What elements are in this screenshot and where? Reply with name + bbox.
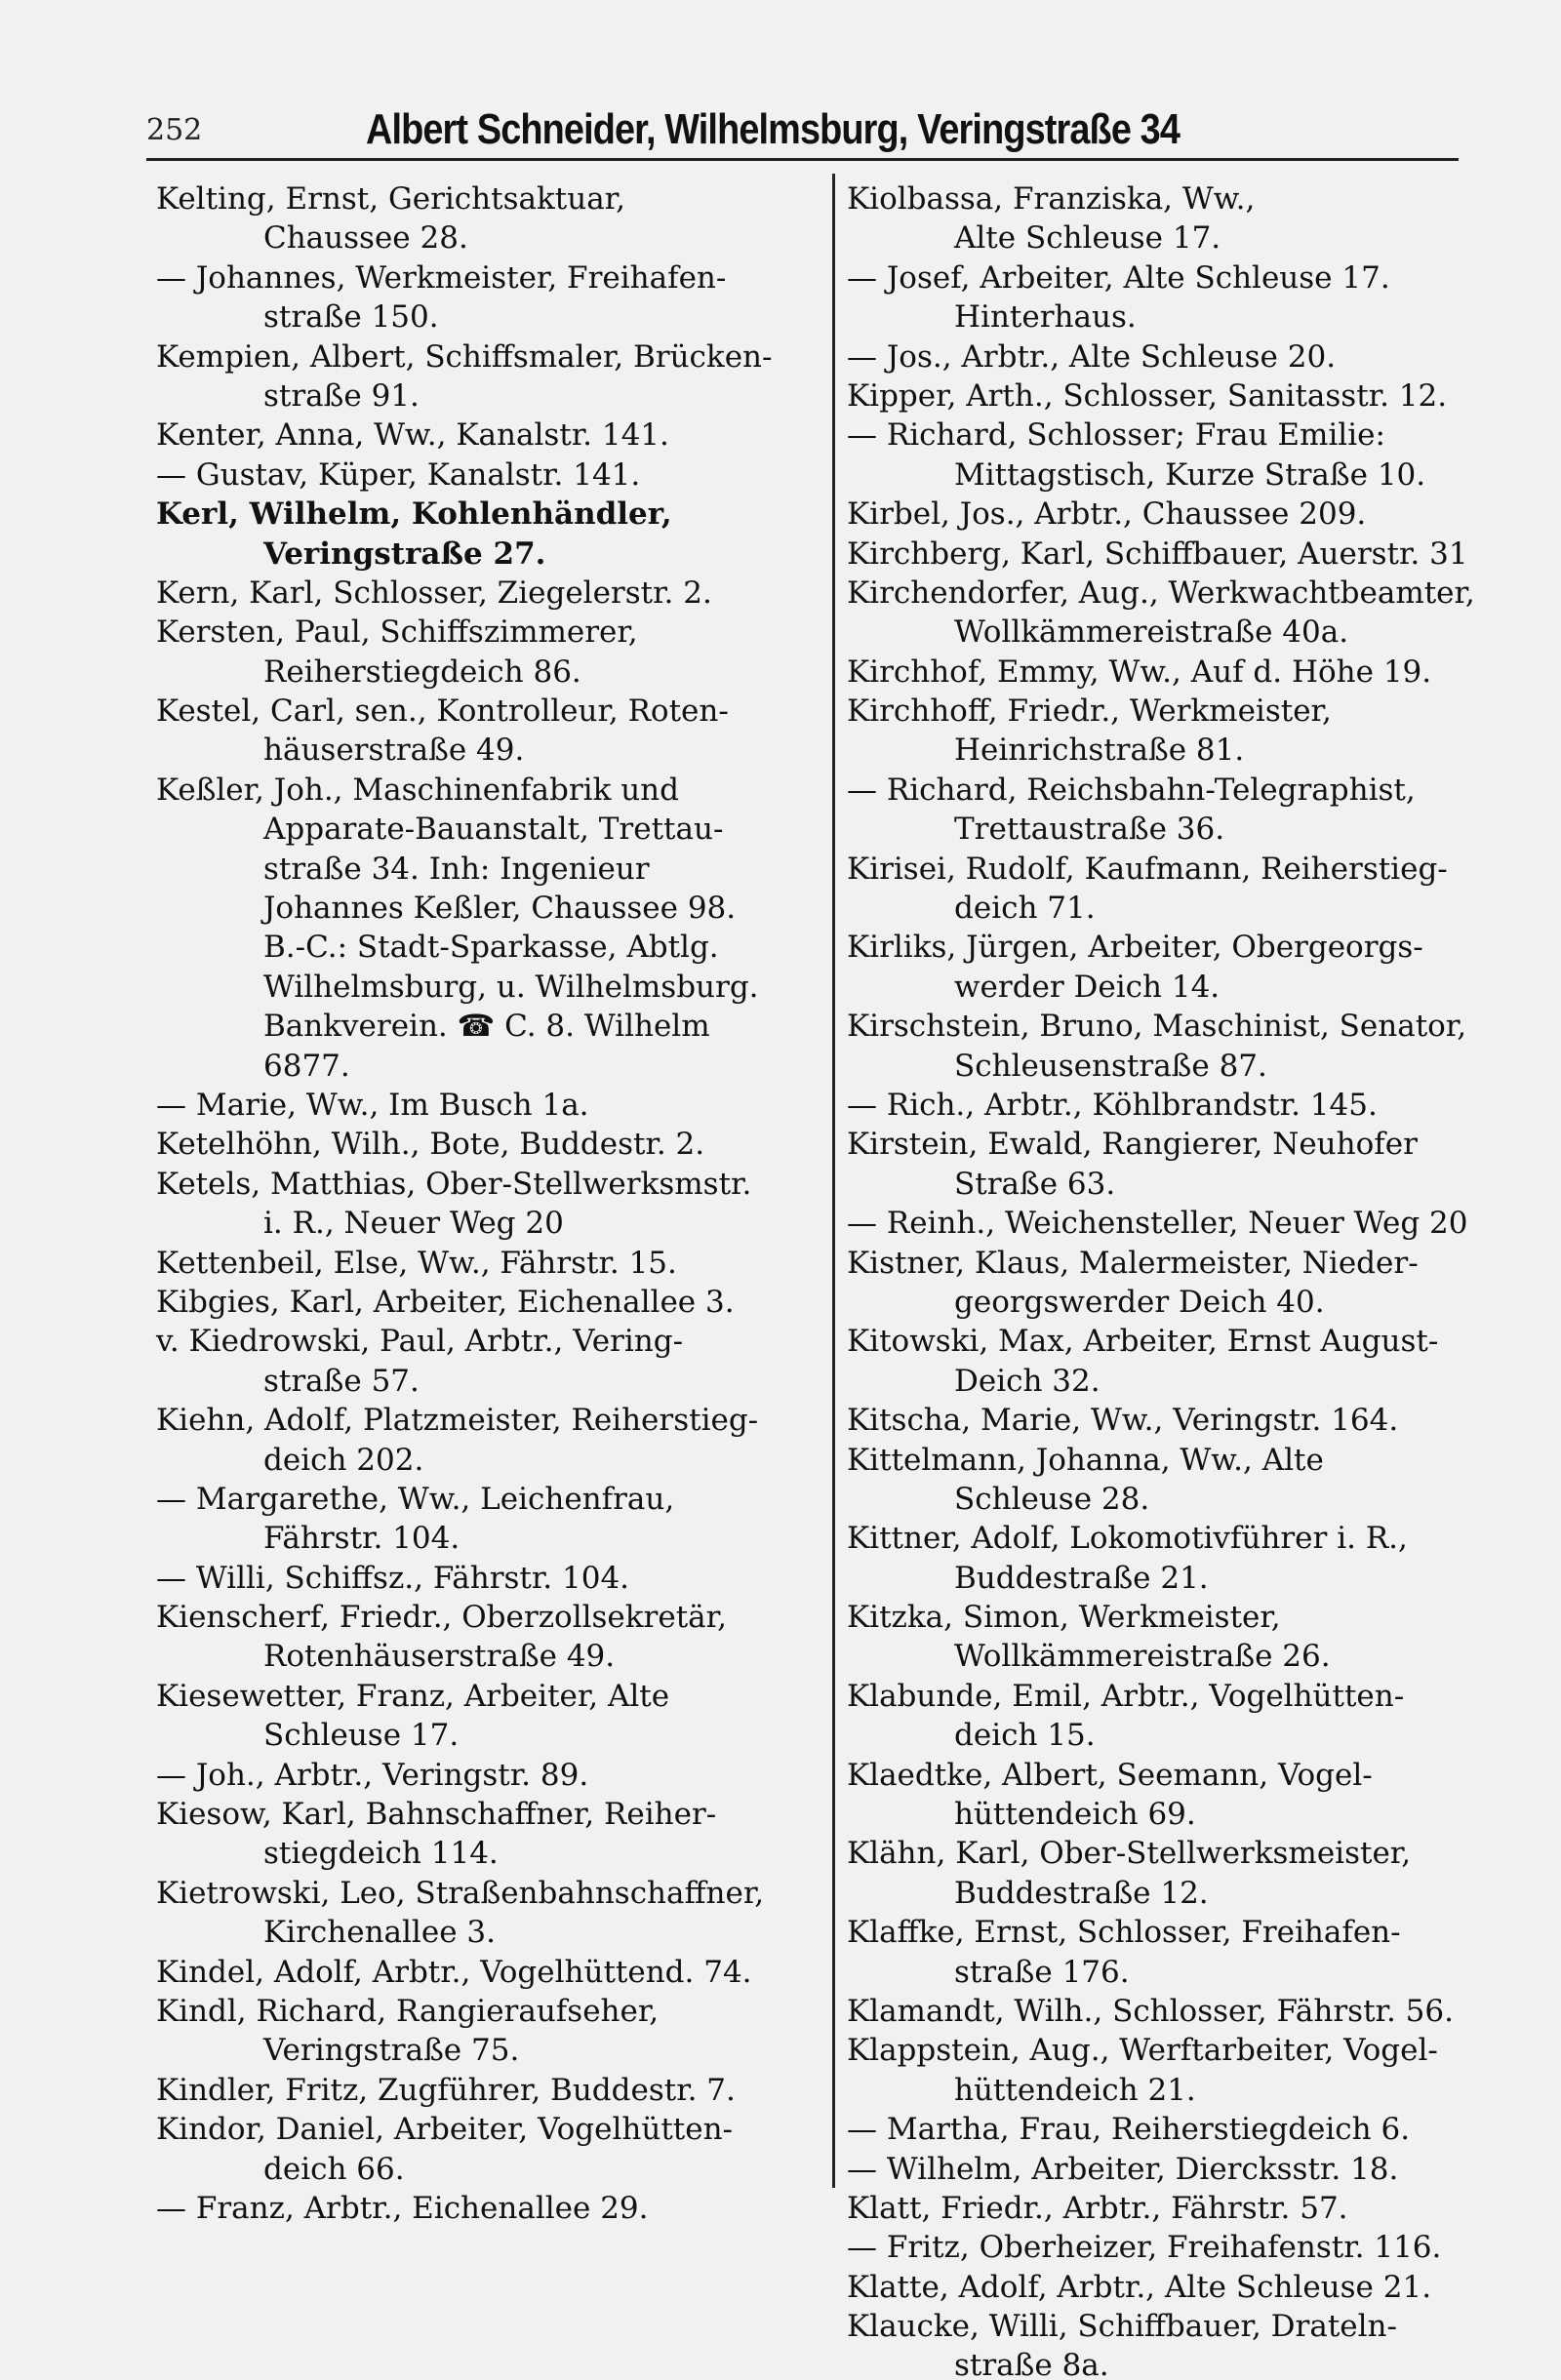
entry-continuation-line: Reiherstiegdeich 86. — [263, 654, 581, 690]
entry-continuation-line: häuserstraße 49. — [263, 733, 525, 769]
directory-entry — [156, 1086, 839, 1125]
entry-continuation-line: B.-C.: Stadt-Sparkasse, Abtlg. — [263, 930, 719, 966]
right-column — [847, 179, 1510, 2380]
directory-entry — [847, 535, 1510, 574]
entry-continuation-line: Kirchenallee 3. — [263, 1915, 496, 1951]
directory-entry — [847, 377, 1510, 416]
directory-entry — [847, 258, 1510, 337]
entry-continuation-line: Alte Schleuse 17. — [954, 220, 1221, 257]
entry-line: Kiolbassa, Franziska, Ww., — [847, 181, 1256, 217]
entry-continuation-line: Veringstraße 27. — [263, 536, 546, 572]
directory-entry — [847, 179, 1510, 258]
entry-line: Kirbel, Jos., Arbtr., Chaussee 209. — [847, 496, 1367, 533]
entry-line: Kirstein, Ewald, Rangierer, Neuhofer — [847, 1127, 1418, 1163]
left-column — [156, 179, 839, 2228]
entry-line: Kirchhoff, Friedr., Werkmeister, — [847, 694, 1332, 730]
directory-entry — [847, 1598, 1510, 1677]
entry-continuation-line: Mittagstisch, Kurze Straße 10. — [954, 456, 1426, 493]
directory-entry — [156, 495, 839, 574]
entry-continuation-line: stiegdeich 114. — [263, 1836, 499, 1872]
entry-line: — Margarethe, Ww., Leichenfrau, — [156, 1481, 675, 1517]
entry-line: — Richard, Schlosser; Frau Emilie: — [847, 417, 1385, 454]
directory-entry — [156, 258, 839, 337]
directory-entry — [156, 1401, 839, 1480]
entry-line: Kitzka, Simon, Werkmeister, — [847, 1600, 1281, 1636]
entry-line: Kindler, Fritz, Zugführer, Buddestr. 7. — [156, 2072, 736, 2108]
directory-entry — [847, 928, 1510, 1007]
entry-line: — Willi, Schiffsz., Fährstr. 104. — [156, 1560, 630, 1596]
directory-entry — [847, 337, 1510, 377]
directory-entry — [156, 416, 839, 455]
entry-continuation-line: werder Deich 14. — [954, 969, 1221, 1005]
entry-continuation-line: Hinterhaus. — [954, 299, 1137, 336]
entry-continuation-line: straße 176. — [954, 1954, 1130, 1990]
entry-line: Klabunde, Emil, Arbtr., Vogelhütten- — [847, 1678, 1405, 1714]
entry-continuation-line: Wollkämmereistraße 26. — [954, 1639, 1331, 1675]
entry-line: Kiesewetter, Franz, Arbeiter, Alte — [156, 1678, 670, 1714]
entry-continuation-line: deich 66. — [263, 2151, 405, 2187]
entry-line: Kirchendorfer, Aug., Werkwachtbeamter, — [847, 575, 1475, 611]
entry-line: Kettenbeil, Else, Ww., Fährstr. 15. — [156, 1245, 677, 1281]
entry-line: Kestel, Carl, sen., Kontrolleur, Roten- — [156, 694, 729, 730]
directory-entry — [847, 2307, 1510, 2380]
directory-entry — [847, 2110, 1510, 2149]
entry-line: Klaedtke, Albert, Seemann, Vogel- — [847, 1757, 1373, 1793]
entry-line: Klatt, Friedr., Arbtr., Fährstr. 57. — [847, 2190, 1348, 2226]
page-header — [146, 105, 1463, 164]
directory-entry — [156, 456, 839, 495]
entry-line: — Reinh., Weichensteller, Neuer Weg 20 — [847, 1206, 1468, 1242]
entry-line: Kiehn, Adolf, Platzmeister, Reiherstieg- — [156, 1403, 759, 1439]
entry-line: Klamandt, Wilh., Schlosser, Fährstr. 56. — [847, 1993, 1454, 2029]
entry-line: — Jos., Arbtr., Alte Schleuse 20. — [847, 338, 1337, 375]
directory-entry — [847, 1204, 1510, 1243]
directory-entry — [847, 1086, 1510, 1125]
directory-entry — [156, 1480, 839, 1559]
directory-entry — [156, 771, 839, 1086]
entry-line: Klatte, Adolf, Arbtr., Alte Schleuse 21. — [847, 2269, 1432, 2305]
entry-line: Kirchberg, Karl, Schiffbauer, Auerstr. 31 — [847, 536, 1468, 572]
entry-line: Kittner, Adolf, Lokomotivführer i. R., — [847, 1521, 1408, 1557]
entry-line: Kitscha, Marie, Ww., Veringstr. 164. — [847, 1403, 1399, 1439]
entry-continuation-line: Schleuse 17. — [263, 1718, 460, 1754]
entry-continuation-line: deich 15. — [954, 1718, 1096, 1754]
directory-entry — [156, 1598, 839, 1677]
entry-line: Kirschstein, Bruno, Maschinist, Senator, — [847, 1009, 1467, 1045]
entry-line: — Josef, Arbeiter, Alte Schleuse 17. — [847, 259, 1390, 296]
directory-entry — [156, 1795, 839, 1874]
directory-entry — [847, 2268, 1510, 2307]
entry-continuation-line: straße 150. — [263, 299, 439, 336]
directory-entry — [156, 1874, 839, 1953]
entry-line: Kietrowski, Leo, Straßenbahnschaffner, — [156, 1875, 765, 1911]
directory-entry — [847, 692, 1510, 771]
entry-line: Kistner, Klaus, Malermeister, Nieder- — [847, 1245, 1419, 1281]
directory-entry — [156, 613, 839, 692]
directory-entry — [156, 1992, 839, 2071]
entry-line: Kelting, Ernst, Gerichtsaktuar, — [156, 181, 625, 217]
directory-entry — [156, 1559, 839, 1598]
entry-continuation-line: Wilhelmsburg, u. Wilhelmsburg. — [263, 969, 759, 1005]
directory-entry — [847, 495, 1510, 534]
entry-continuation-line: hüttendeich 69. — [954, 1797, 1196, 1833]
entry-line: — Gustav, Küper, Kanalstr. 141. — [156, 456, 641, 493]
entry-continuation-line: hüttendeich 21. — [954, 2072, 1196, 2108]
directory-entry — [847, 574, 1510, 653]
directory-entry — [847, 1244, 1510, 1323]
entry-line: Klähn, Karl, Ober-Stellwerksmeister, — [847, 1836, 1412, 1872]
entry-line: — Wilhelm, Arbeiter, Diercksstr. 18. — [847, 2151, 1399, 2187]
entry-line: — Rich., Arbtr., Köhlbrandstr. 145. — [847, 1087, 1378, 1123]
entry-continuation-line: straße 34. Inh: Ingenieur — [263, 851, 650, 887]
entry-line: Ketelhöhn, Wilh., Bote, Buddestr. 2. — [156, 1127, 705, 1163]
entry-line: — Fritz, Oberheizer, Freihafenstr. 116. — [847, 2230, 1442, 2266]
entry-line: Kindel, Adolf, Arbtr., Vogelhüttend. 74. — [156, 1954, 752, 1990]
directory-entry — [156, 2071, 839, 2110]
entry-continuation-line: Schleuse 28. — [954, 1481, 1150, 1517]
entry-line: Kitowski, Max, Arbeiter, Ernst August- — [847, 1324, 1439, 1360]
entry-line: Klaffke, Ernst, Schlosser, Freihafen- — [847, 1915, 1401, 1951]
entry-continuation-line: Bankverein. ☎ C. 8. Wilhelm — [263, 1009, 710, 1045]
directory-entry — [847, 1913, 1510, 1992]
running-head: Albert Schneider, Wilhelmsburg, Veringstraße 34 — [366, 105, 1181, 153]
entry-line: Kempien, Albert, Schiffsmaler, Brücken- — [156, 338, 773, 375]
entry-line: — Martha, Frau, Reiherstiegdeich 6. — [847, 2112, 1411, 2148]
directory-entry — [847, 2189, 1510, 2228]
directory-entry — [156, 337, 839, 416]
entry-line: Kindl, Richard, Rangieraufseher, — [156, 1993, 660, 2029]
entry-continuation-line: Straße 63. — [954, 1166, 1116, 1202]
directory-entry — [847, 2228, 1510, 2267]
directory-entry — [847, 1677, 1510, 1756]
directory-entry — [156, 1125, 839, 1164]
directory-entry — [847, 1519, 1510, 1598]
entry-line: Kindor, Daniel, Arbeiter, Vogelhütten- — [156, 2112, 734, 2148]
entry-line: Kienscherf, Friedr., Oberzollsekretär, — [156, 1600, 727, 1636]
directory-entry — [847, 1756, 1510, 1835]
directory-entry — [156, 179, 839, 258]
directory-entry — [847, 2031, 1510, 2110]
entry-line: Kirisei, Rudolf, Kaufmann, Reiherstieg- — [847, 851, 1448, 887]
entry-line: Kern, Karl, Schlosser, Ziegelerstr. 2. — [156, 575, 712, 611]
entry-continuation-line: georgswerder Deich 40. — [954, 1284, 1325, 1320]
directory-entry — [156, 1953, 839, 1992]
entry-line: — Joh., Arbtr., Veringstr. 89. — [156, 1757, 589, 1793]
directory-entry — [847, 1125, 1510, 1204]
entry-line: Kibgies, Karl, Arbeiter, Eichenallee 3. — [156, 1284, 735, 1320]
directory-entry — [847, 771, 1510, 850]
directory-entry — [847, 1441, 1510, 1520]
directory-entry — [847, 1992, 1510, 2031]
directory-entry — [847, 1834, 1510, 1913]
entry-continuation-line: Deich 32. — [954, 1363, 1101, 1399]
entry-continuation-line: Chaussee 28. — [263, 220, 468, 257]
entry-continuation-line: i. R., Neuer Weg 20 — [263, 1206, 564, 1242]
directory-entry — [156, 1165, 839, 1244]
directory-entry — [156, 574, 839, 613]
entry-line: Kerl, Wilhelm, Kohlenhändler, — [156, 496, 672, 533]
header-rule — [146, 158, 1459, 161]
directory-entry — [156, 2110, 839, 2189]
entry-line: Kipper, Arth., Schlosser, Sanitasstr. 12. — [847, 377, 1448, 414]
entry-line: — Johannes, Werkmeister, Freihafen- — [156, 259, 727, 296]
entry-line: Keßler, Joh., Maschinenfabrik und — [156, 772, 679, 808]
entry-continuation-line: Schleusenstraße 87. — [954, 1048, 1267, 1084]
entry-continuation-line: Fährstr. 104. — [263, 1521, 460, 1557]
directory-entry — [847, 1401, 1510, 1440]
directory-entry — [156, 2189, 839, 2228]
entry-continuation-line: deich 202. — [263, 1442, 424, 1478]
entry-continuation-line: Heinrichstraße 81. — [954, 733, 1245, 769]
entry-line: Kenter, Anna, Ww., Kanalstr. 141. — [156, 417, 669, 454]
entry-continuation-line: 6877. — [263, 1048, 350, 1084]
entry-line: v. Kiedrowski, Paul, Arbtr., Vering- — [156, 1324, 684, 1360]
entry-line: Klappstein, Aug., Werftarbeiter, Vogel- — [847, 2033, 1438, 2069]
directory-entry — [156, 1756, 839, 1795]
entry-continuation-line: Buddestraße 21. — [954, 1560, 1209, 1596]
directory-entry — [156, 1283, 839, 1322]
page-number: 252 — [146, 113, 203, 147]
entry-line: Ketels, Matthias, Ober-Stellwerksmstr. — [156, 1166, 752, 1202]
entry-line: Kiesow, Karl, Bahnschaffner, Reiher- — [156, 1797, 717, 1833]
entry-line: Kirliks, Jürgen, Arbeiter, Obergeorgs- — [847, 930, 1423, 966]
entry-continuation-line: straße 57. — [263, 1363, 420, 1399]
entry-continuation-line: Buddestraße 12. — [954, 1875, 1209, 1911]
entry-continuation-line: Johannes Keßler, Chaussee 98. — [263, 891, 737, 927]
entry-continuation-line: Veringstraße 75. — [263, 2033, 520, 2069]
entry-continuation-line: straße 91. — [263, 377, 420, 414]
directory-entry — [847, 2150, 1510, 2189]
directory-entry — [156, 1244, 839, 1283]
entry-line: — Franz, Arbtr., Eichenallee 29. — [156, 2190, 649, 2226]
directory-entry — [847, 1322, 1510, 1401]
entry-line: Kittelmann, Johanna, Ww., Alte — [847, 1442, 1324, 1478]
entry-line: — Marie, Ww., Im Busch 1a. — [156, 1087, 589, 1123]
entry-line: Klaucke, Willi, Schiffbauer, Drateln- — [847, 2309, 1397, 2345]
directory-entry — [156, 692, 839, 771]
entry-continuation-line: Wollkämmereistraße 40a. — [954, 615, 1349, 651]
entry-continuation-line: straße 8a. — [954, 2348, 1109, 2380]
entry-continuation-line: deich 71. — [954, 891, 1096, 927]
directory-entry — [847, 1007, 1510, 1086]
directory-entry — [847, 850, 1510, 929]
directory-entry — [847, 416, 1510, 495]
directory-entry — [156, 1322, 839, 1401]
entry-line: Kirchhof, Emmy, Ww., Auf d. Höhe 19. — [847, 654, 1432, 690]
entry-continuation-line: Apparate-Bauanstalt, Trettau- — [263, 812, 724, 848]
entry-continuation-line: Rotenhäuserstraße 49. — [263, 1639, 616, 1675]
entry-continuation-line: Trettaustraße 36. — [954, 812, 1225, 848]
entry-line: — Richard, Reichsbahn-Telegraphist, — [847, 772, 1416, 808]
directory-entry — [847, 653, 1510, 692]
entry-line: Kersten, Paul, Schiffszimmerer, — [156, 615, 638, 651]
directory-entry — [156, 1677, 839, 1756]
